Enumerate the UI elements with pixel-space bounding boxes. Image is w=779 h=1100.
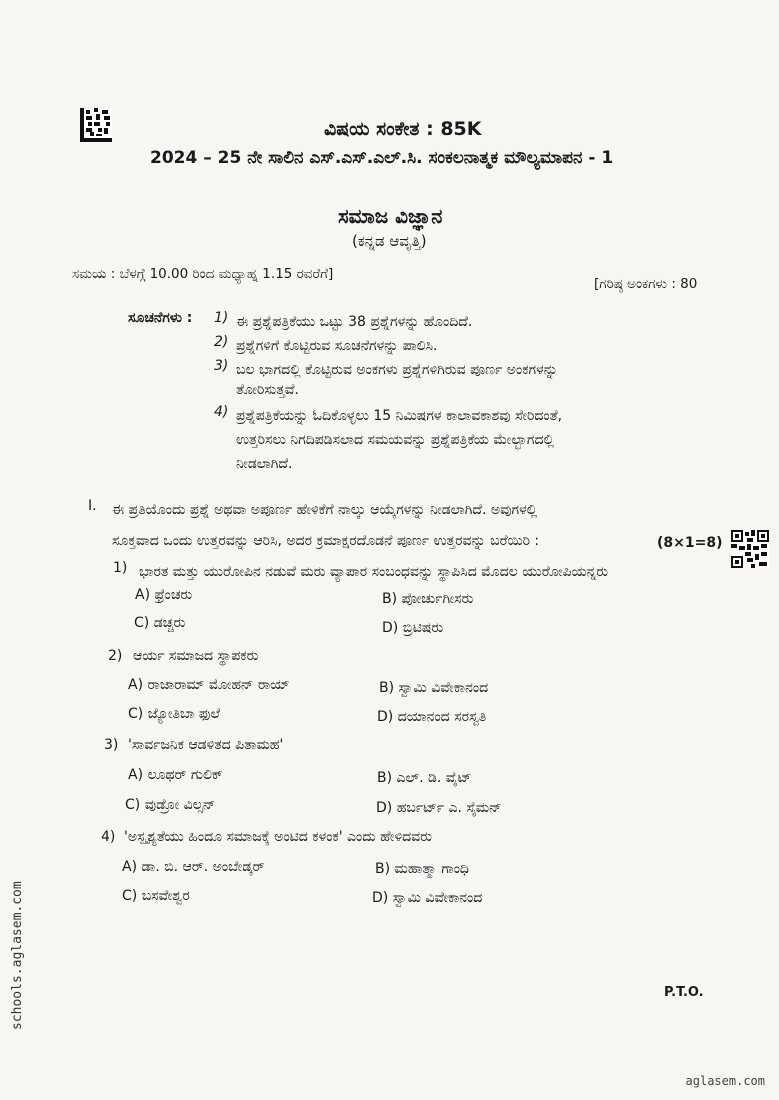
question-1-text: ಭಾರತ ಮತ್ತು ಯುರೋಪಿನ ನಡುವೆ ಮರು ವ್ಯಾಪಾರ ಸಂಬಂಧವನ್ನು ಸ್ಥಾಪಿಸಿದ ಮೊದಲ ಯುರೋಪಿಯನ್ನರು xyxy=(139,564,609,580)
q2-option-d: D) ದಯಾನಂದ ಸರಸ್ವತಿ xyxy=(377,709,487,725)
exam-title: 2024 – 25 ನೇ ಸಾಲಿನ ಎಸ್.ಎಸ್.ಎಲ್.ಸಿ. ಸಂಕಲನಾತ್ಮಕ ಮೌಲ್ಯಮಾಪನ - 1 xyxy=(150,148,614,168)
q1-option-c: C) ಡಚ್ಚರು xyxy=(134,615,186,631)
q4-option-d: D) ಸ್ವಾಮಿ ವಿವೇಕಾನಂದ xyxy=(372,890,483,906)
question-4-number: 4) xyxy=(101,829,116,845)
instruction-num-2: 2) xyxy=(214,334,229,350)
question-1-number: 1) xyxy=(113,560,128,576)
q2-option-b: B) ಸ್ವಾಮಿ ವಿವೇಕಾನಂದ xyxy=(379,680,489,696)
pto-label: P.T.O. xyxy=(664,985,704,1000)
q3-option-c: C) ವುಡ್ರೋ ವಿಲ್ಸನ್ xyxy=(125,797,216,813)
instruction-2: ಪ್ರಶ್ನೆಗಳಿಗೆ ಕೊಟ್ಟಿರುವ ಸೂಚನೆಗಳನ್ನು ಪಾಲಿಸಿ. xyxy=(236,338,438,354)
instruction-3-line-1: ಬಲ ಭಾಗದಲ್ಲಿ ಕೊಟ್ಟಿರುವ ಅಂಕಗಳು ಪ್ರಶ್ನೆಗಳಿಗಿರುವ ಪೂರ್ಣ ಅಂಕಗಳನ್ನು xyxy=(236,362,558,378)
max-marks: [ಗರಿಷ್ಠ ಅಂಕಗಳು : 80 xyxy=(594,276,698,292)
q2-option-a: A) ರಾಜಾರಾಮ್ ಮೋಹನ್ ರಾಯ್ xyxy=(128,677,290,693)
q3-option-b: B) ಎಲ್. ಡಿ. ವೈಟ್ xyxy=(377,770,472,786)
instruction-num-1: 1) xyxy=(214,310,229,326)
time-info: ಸಮಯ : ಬೆಳಗ್ಗೆ 10.00 ರಿಂದ ಮಧ್ಯಾಹ್ನ 1.15 ರವರೆಗೆ] xyxy=(72,266,334,282)
section-instruction-line-1: ಈ ಪ್ರತಿಯೊಂದು ಪ್ರಶ್ನೆ ಅಥವಾ ಅಪೂರ್ಣ ಹೇಳಿಕೆಗೆ ನಾಲ್ಕು ಆಯ್ಕೆಗಳನ್ನು ನೀಡಲಾಗಿದೆ. ಅವುಗಳಲ್ಲಿ xyxy=(112,502,538,518)
q3-option-a: A) ಲೂಥರ್ ಗುಲಿಕ್ xyxy=(128,767,223,783)
instruction-4-line-3: ನೀಡಲಾಗಿದೆ. xyxy=(236,456,293,472)
section-number: I. xyxy=(88,498,97,514)
side-watermark: schools.aglasem.com xyxy=(10,881,25,1030)
subject-code: ವಿಷಯ ಸಂಕೇತ : 85K xyxy=(324,118,482,140)
q3-option-d: D) ಹರ್ಬರ್ಟ್ ಎ. ಸೈಮನ್ xyxy=(376,800,502,816)
question-4-text: 'ಅಸ್ಪೃಶ್ಯತೆಯು ಹಿಂದೂ ಸಮಾಜಕ್ಕೆ ಅಂಟಿದ ಕಳಂಕ' ಎಂದು ಹೇಳಿದವರು xyxy=(124,829,432,845)
section-instruction-line-2: ಸೂಕ್ತವಾದ ಒಂದು ಉತ್ತರವನ್ನು ಆರಿಸಿ, ಅದರ ಕ್ರಮಾಕ್ಷರದೊಡನೆ ಪೂರ್ಣ ಉತ್ತರವನ್ನು ಬರೆಯಿರಿ : xyxy=(112,533,540,549)
instruction-num-4: 4) xyxy=(214,404,229,420)
instruction-3-line-2: ತೋರಿಸುತ್ತವೆ. xyxy=(236,382,299,398)
question-2-number: 2) xyxy=(108,648,123,664)
q1-option-d: D) ಬ್ರಿಟಿಷರು xyxy=(382,620,444,636)
version-label: (ಕನ್ನಡ ಆವೃತ್ತಿ) xyxy=(352,232,427,250)
q2-option-c: C) ಜ್ಯೋತಿಬಾ ಫುಲೆ xyxy=(128,706,220,722)
section-marks: (8×1=8) xyxy=(657,535,723,551)
q1-option-a: A) ಫ್ರೆಂಚರು xyxy=(135,587,193,603)
instruction-1: ಈ ಪ್ರಶ್ನೆಪತ್ರಿಕೆಯು ಒಟ್ಟು 38 ಪ್ರಶ್ನೆಗಳನ್ನು ಹೊಂದಿದೆ. xyxy=(236,314,473,330)
instruction-num-3: 3) xyxy=(214,358,229,374)
question-2-text: ಆರ್ಯ ಸಮಾಜದ ಸ್ಥಾಪಕರು xyxy=(133,648,259,664)
subject-title: ಸಮಾಜ ವಿಜ್ಞಾನ xyxy=(338,204,443,228)
question-3-text: 'ಸಾರ್ವಜನಿಕ ಆಡಳಿತದ ಪಿತಾಮಹ' xyxy=(128,737,284,753)
q4-option-c: C) ಬಸವೇಶ್ವರ xyxy=(122,888,190,904)
q4-option-b: B) ಮಹಾತ್ಮಾ ಗಾಂಧಿ xyxy=(375,861,469,877)
instruction-4-line-1: ಪ್ರಶ್ನೆಪತ್ರಿಕೆಯನ್ನು ಓದಿಕೊಳ್ಳಲು 15 ನಿಮಿಷಗಳ ಕಾಲಾವಕಾಶವು ಸೇರಿದಂತೆ, xyxy=(236,408,563,424)
bottom-watermark: aglasem.com xyxy=(685,1074,765,1088)
datamatrix-code-icon xyxy=(80,108,112,142)
qr-code-icon xyxy=(731,530,769,568)
question-3-number: 3) xyxy=(104,737,119,753)
q4-option-a: A) ಡಾ. ಬಿ. ಆರ್. ಅಂಬೇಡ್ಕರ್ xyxy=(122,859,265,875)
q1-option-b: B) ಪೋರ್ಚುಗೀಸರು xyxy=(382,591,474,607)
instructions-label: ಸೂಚನೆಗಳು : xyxy=(128,310,193,326)
instruction-4-line-2: ಉತ್ತರಿಸಲು ನಿಗದಿಪಡಿಸಲಾದ ಸಮಯವನ್ನು ಪ್ರಶ್ನೆಪತ್ರಿಕೆಯ ಮೇಲ್ಭಾಗದಲ್ಲಿ xyxy=(236,432,555,448)
